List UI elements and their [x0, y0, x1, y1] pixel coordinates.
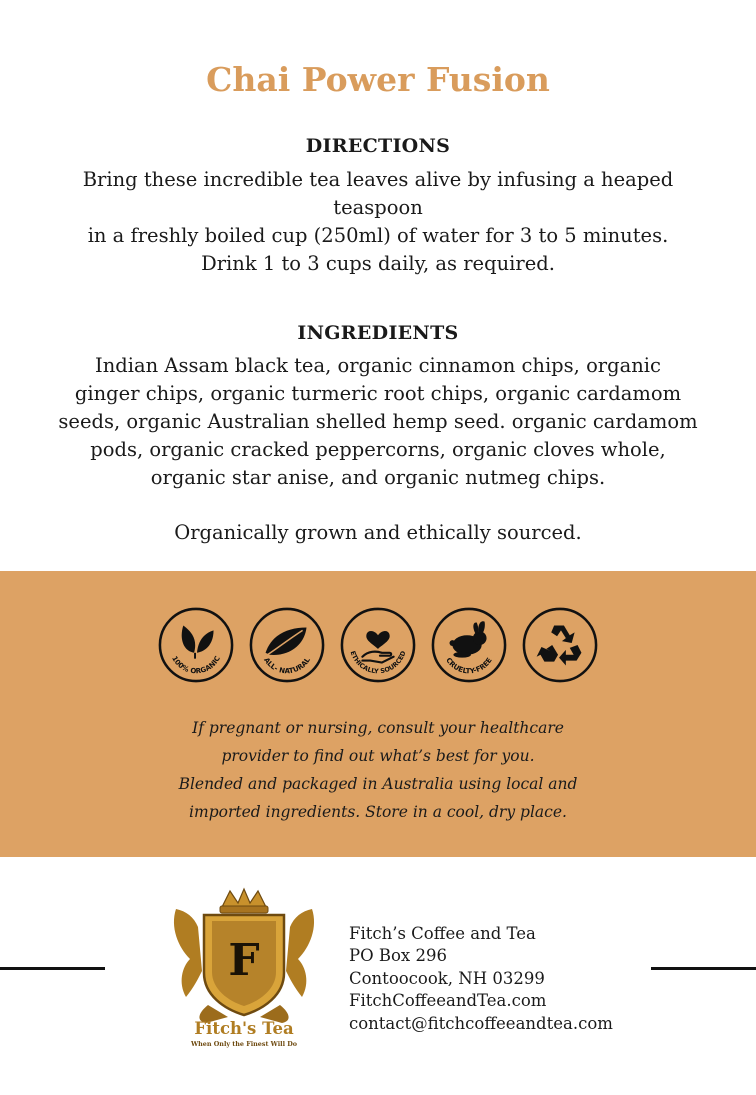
notice-line: imported ingredients. Store in a cool, dry place. — [189, 803, 567, 821]
directions-heading: DIRECTIONS — [305, 135, 451, 157]
directions-line: Bring these incredible tea leaves alive by infusing a heaped teaspoon — [82, 168, 674, 219]
leaves-icon — [182, 626, 214, 659]
contact-block — [349, 923, 613, 1035]
svg-text:100% ORGANIC — [170, 654, 222, 675]
badge-label: ALL- NATURAL — [262, 655, 312, 676]
fitchs-tea-logo — [168, 887, 320, 1052]
logo-letter: F — [228, 935, 260, 986]
po-box: PO Box 296 — [349, 946, 447, 966]
dosage-text: Drink 1 to 3 cups daily, as required. — [201, 252, 555, 275]
badge-row — [0, 606, 756, 690]
directions-line: in a freshly boiled cup (250ml) of water for 3 to 5 minutes. — [87, 224, 669, 247]
badge-label: 100% ORGANIC — [170, 654, 222, 676]
product-title: Chai Power Fusion — [206, 60, 550, 99]
notice-line: provider to find out what’s best for you. — [221, 747, 535, 765]
logo-name: Fitch's Tea — [194, 1019, 294, 1038]
logo-tagline: When Only the Finest Will Do — [190, 1040, 298, 1048]
divider-left — [0, 967, 105, 970]
rabbit-icon — [450, 621, 487, 657]
hand-heart-icon — [362, 631, 393, 663]
notice-line: Blended and packaged in Australia using local and — [178, 775, 578, 793]
badge-label: CRUELTY-FREE — [444, 655, 494, 676]
city-state-zip: Contoocook, NH 03299 — [349, 968, 545, 988]
all-natural-badge — [248, 606, 326, 684]
ingredients-line: seeds, organic Australian shelled hemp seed. organic cardamom — [58, 410, 698, 433]
email-link[interactable]: contact@fitchcoffeeandtea.com — [349, 1013, 613, 1033]
website-link[interactable]: FitchCoffeeandTea.com — [349, 991, 547, 1011]
badge-label: ETHICALLY SOURCED — [348, 649, 408, 676]
divider-right — [651, 967, 756, 970]
sourcing-text: Organically grown and ethically sourced. — [174, 521, 582, 544]
svg-text:CRUELTY-FREE — [444, 656, 494, 676]
svg-text:ALL- NATURAL — [262, 655, 312, 675]
ingredients-text — [40, 352, 716, 492]
ingredients-line: organic star anise, and organic nutmeg chips. — [150, 466, 606, 489]
ingredients-line: pods, organic cracked peppercorns, organic cloves whole, — [90, 438, 666, 461]
ingredients-line: ginger chips, organic turmeric root chips, organic cardamom — [74, 382, 682, 405]
notice-line: If pregnant or nursing, consult your healthcare — [192, 719, 564, 737]
ethically-sourced-badge — [339, 606, 417, 684]
health-notice — [60, 714, 696, 826]
recycle-icon — [537, 626, 582, 666]
recycle-badge — [521, 606, 599, 684]
organic-badge — [157, 606, 235, 684]
directions-text — [40, 166, 716, 250]
ingredients-line: Indian Assam black tea, organic cinnamon chips, organic — [95, 354, 661, 377]
ingredients-heading: INGREDIENTS — [297, 322, 459, 344]
company-name: Fitch’s Coffee and Tea — [349, 924, 536, 943]
leaf-icon — [266, 627, 307, 655]
cruelty-free-badge — [430, 606, 508, 684]
